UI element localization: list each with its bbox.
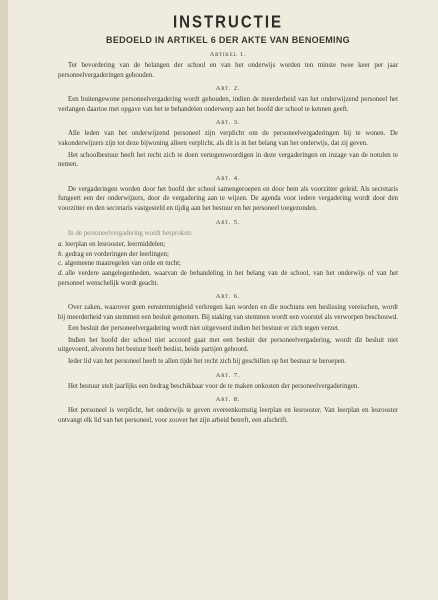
article-3 — [58, 119, 398, 169]
article-heading: Art. 3. — [215, 119, 241, 127]
article-paragraph: Het personeel is verplicht, het onderwijs te geven overeenkomstig leerplan en lesrooster. Van leerplan en lesrooster ontvangt elk lid van het personeel, voor zoover het zijn arbeid betreft, een afschrift. — [58, 407, 398, 424]
list-item — [58, 259, 398, 269]
list-item-marker: d. — [58, 269, 64, 277]
article-list — [58, 240, 398, 288]
article-heading: Art. 6. — [215, 293, 241, 301]
article-8 — [58, 396, 398, 425]
article-heading: Artikel 1. — [209, 51, 247, 58]
article-heading: Art. 7. — [215, 371, 241, 379]
article-paragraph: Het schoolbestuur heeft het recht zich te doen vertegenwoordigen in deze vergaderingen en inzage van de notulen te nemen. — [58, 151, 398, 169]
article-6 — [58, 293, 398, 367]
article-heading: Art. 2. — [215, 85, 241, 93]
page-edge-shadow — [0, 0, 8, 600]
article-heading: Art. 4. — [215, 174, 241, 182]
list-item-text: algemeene maatregelen van orde en tucht; — [64, 260, 181, 268]
article-paragraph: Alle leden van het onderwijzend personeel zijn verplicht om de personeelvergaderingen bij te wonen. De vakonderwijzers zijn tot deze bijwoning alleen verplicht, als dit is in het belang van het onderwijs, dat zij geven. — [58, 130, 398, 147]
list-item-marker: c. — [58, 260, 63, 268]
document-subtitle: BEDOELD IN ARTIKEL 6 DER AKTE VAN BENOEMING — [106, 35, 350, 45]
article-intro: In de personeelvergadering wordt besproken: — [68, 229, 193, 237]
list-item — [58, 240, 398, 250]
article-2 — [58, 85, 398, 114]
article-paragraph: Indien het hoofd der school niet accoord gaat met een besluit der personeelvergadering, wordt dit besluit niet uitgevoerd, alvorens het bestuur heeft beslist, beide partijen gehoord. — [58, 336, 398, 354]
article-paragraph: Het bestuur stelt jaarlijks een bedrag beschikbaar voor de te maken onkosten der personeelvergaderingen. — [68, 382, 360, 390]
article-5 — [58, 219, 398, 289]
list-item-marker: a. — [58, 241, 64, 249]
article-paragraph: Over zaken, waarover geen eenstemmigheid verkregen kan worden en die nochtans een beslissing vereischen, wordt bij meerderheid van stemmen een besluit genomen. Bij staking van stemmen wordt een voorstel als verworpen beschouwd. — [58, 304, 398, 321]
list-item — [58, 250, 398, 260]
article-paragraph: Ter bevordering van de belangen der school en van het onderwijs worden ten minste twee keer per jaar personeelvergaderingen gehouden. — [58, 62, 398, 79]
list-item — [58, 269, 398, 288]
articles-container — [58, 51, 398, 425]
article-4 — [58, 175, 398, 214]
list-item-text: gedrag en vorderingen der leerlingen; — [65, 250, 169, 258]
article-paragraph: Ieder lid van het personeel heeft te allen tijde het recht zich bij geschillen op het bestuur te beroepen. — [68, 358, 347, 366]
article-7 — [58, 372, 398, 392]
article-paragraph: Een besluit der personeelvergadering wordt niet uitgevoerd indien het bestuur er zich tegen verzet. — [68, 325, 340, 333]
article-1 — [58, 51, 398, 80]
list-item-marker: b. — [58, 250, 64, 258]
article-paragraph: De vergaderingen worden door het hoofd der school samengeroepen en door hem als voorzitter geleid. Als secretaris fungeert een der onderwijzers, door de vergadering aan te wijzen. De agenda voor iedere vergadering wordt door den voorzitter en den secretaris vastgesteld en tijdig aan het bestuur en het personeel toegezonden. — [58, 185, 398, 212]
article-paragraph: Een buitengewone personeelvergadering wordt gehouden, indien de meerderheid van het onderwijzend personeel het verlangen daartoe met opgave van het te behandelen onderwerp aan het hoofd der school te kennen geeft. — [58, 96, 398, 113]
document-title: INSTRUCTIE — [173, 12, 283, 33]
article-heading: Art. 8. — [215, 396, 241, 404]
list-item-text: leerplan en lesrooster, leermiddelen; — [65, 241, 166, 249]
article-heading: Art. 5. — [215, 218, 241, 226]
list-item-text: alle verdere aangelegenheden, waarvan de behandeling in het belang van de school, van het onderwijs of van het personeel wenschelijk wordt geacht. — [58, 269, 398, 287]
